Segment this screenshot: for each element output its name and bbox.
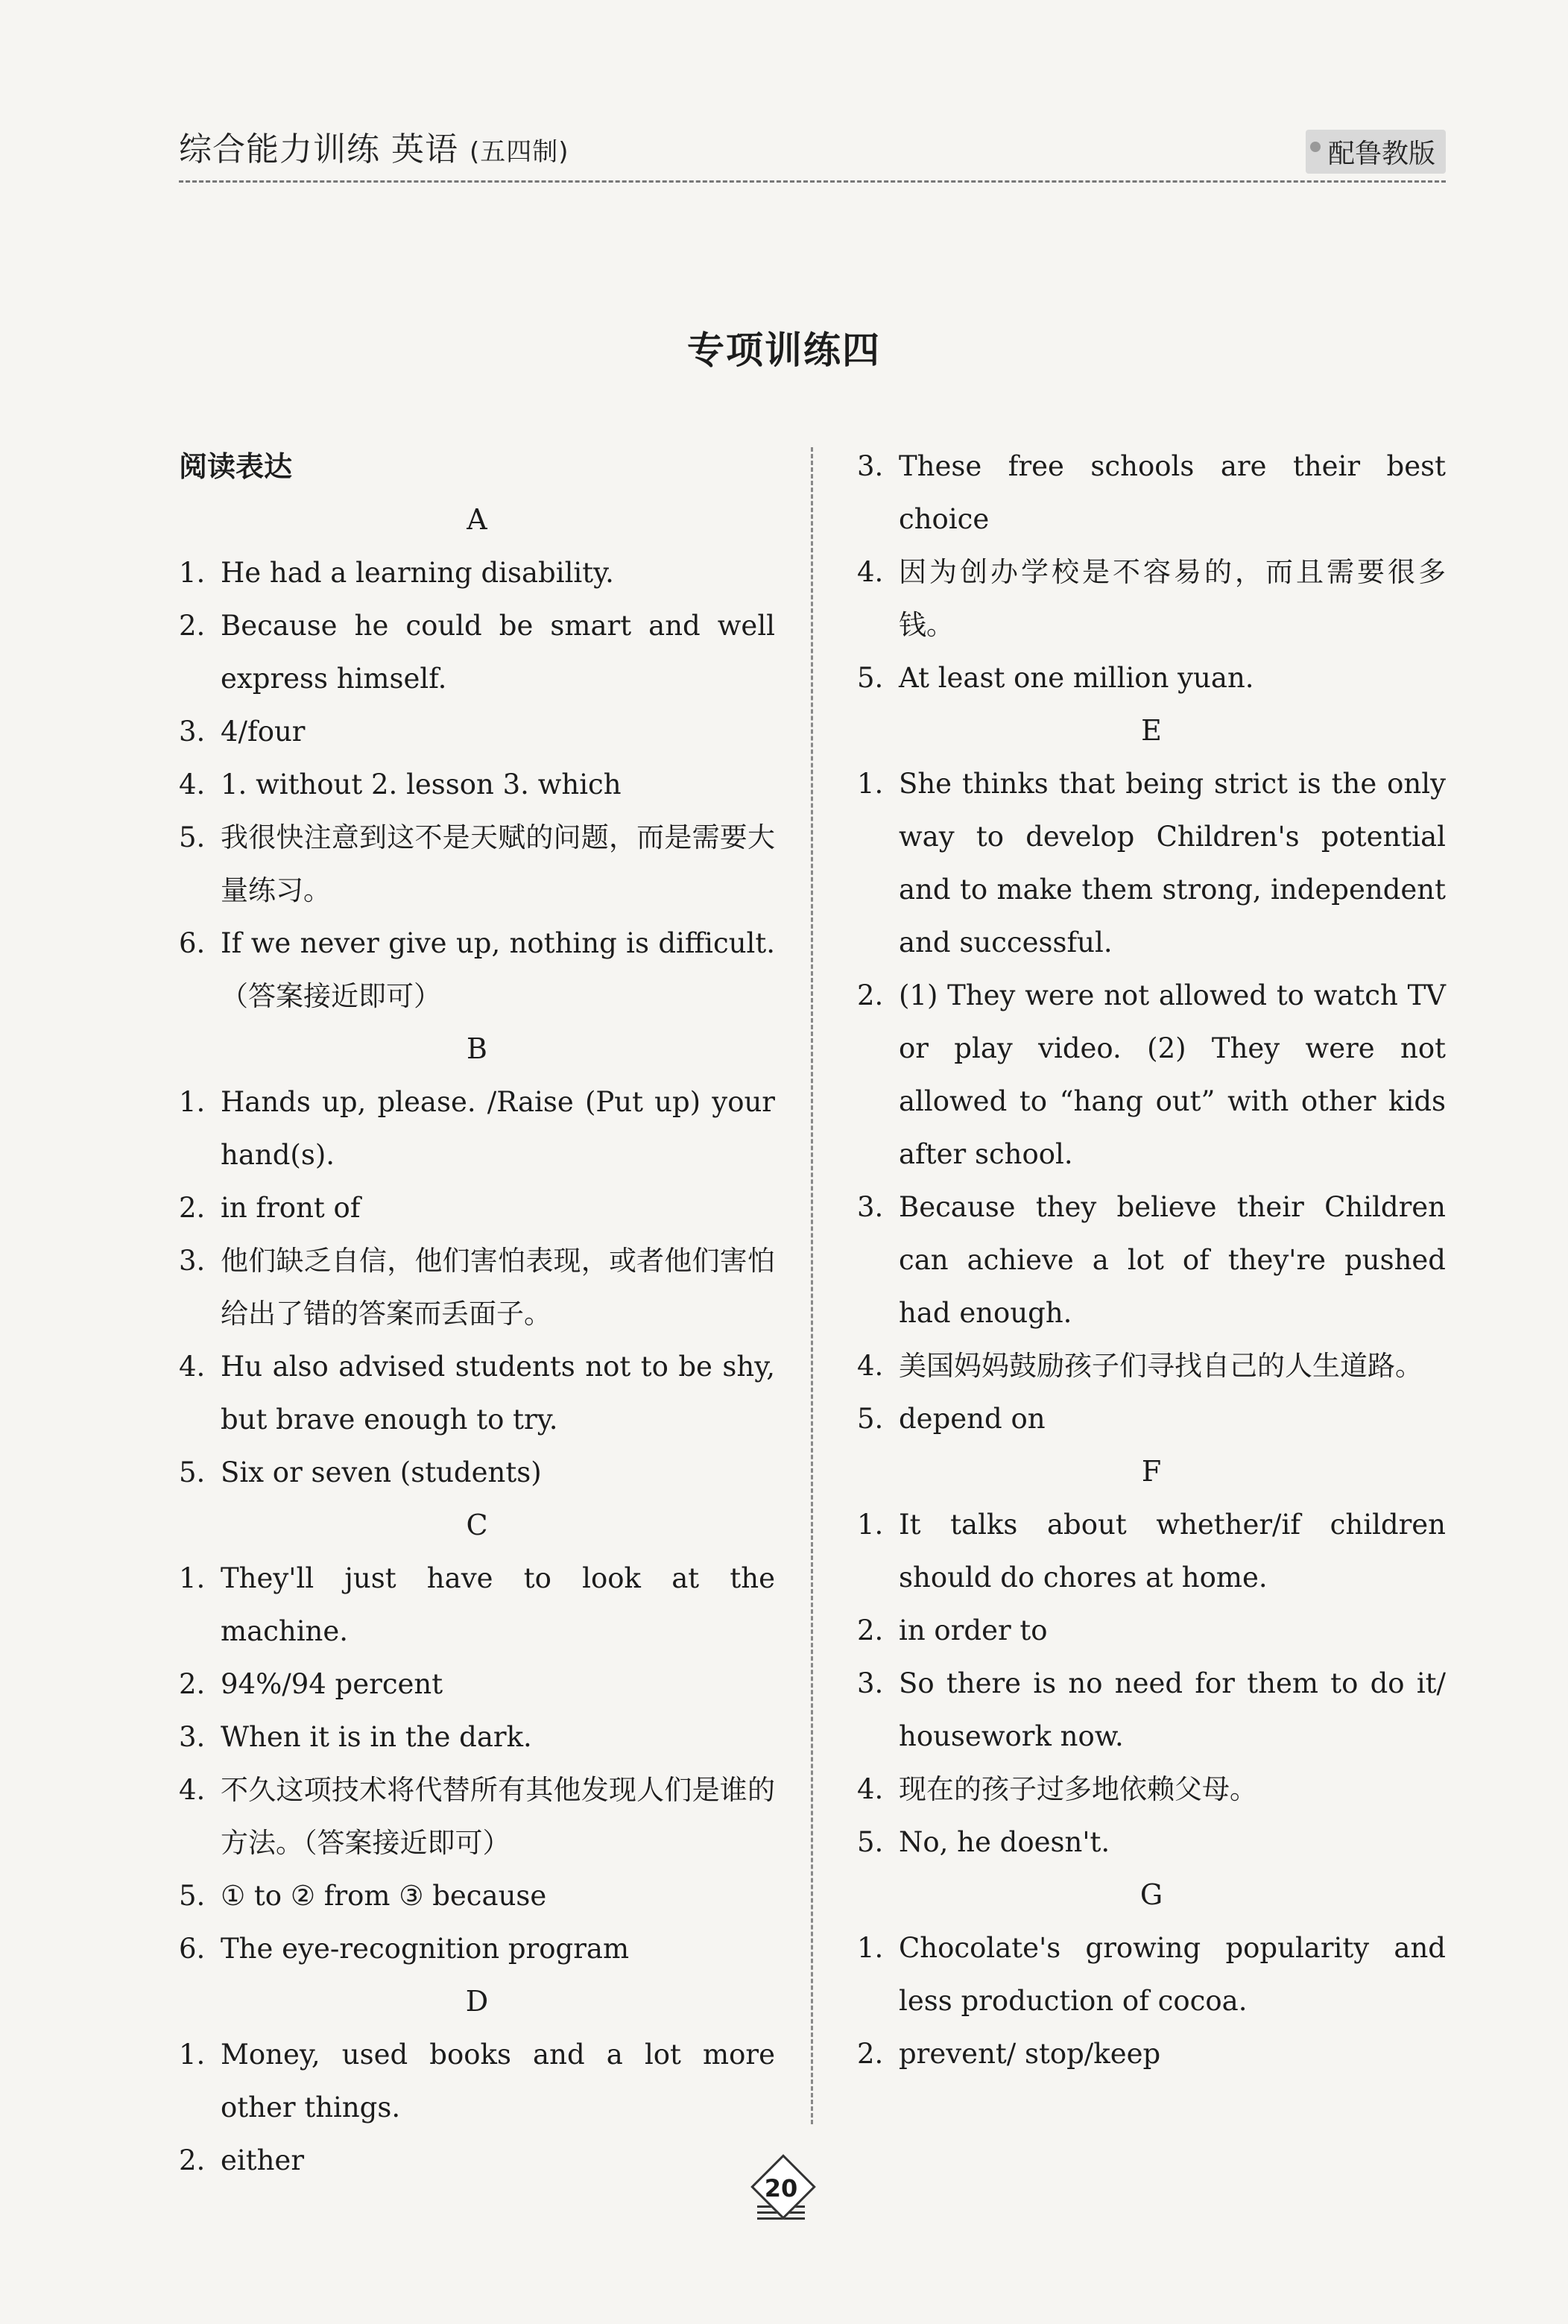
answer-text: 不久这项技术将代替所有其他发现人们是谁的方法。（答案接近即可） [221,1774,775,1859]
answer-number: 4. [179,1774,206,1806]
badge-text: 配鲁教版 [1327,139,1435,169]
answer-text: At least one million yuan. [899,662,1254,694]
answer-text: 我很快注意到这不是天赋的问题，而是需要大量练习。 [221,821,775,906]
answer-text: Chocolate's growing popularity and less production of cocoa. [899,1932,1446,2017]
answer-item [179,1922,775,1975]
answer-text: Six or seven (students) [221,1456,542,1488]
answer-number: 5. [857,1403,884,1435]
answer-text: It talks about whether/if children should do chores at home. [899,1509,1446,1594]
answer-item [179,705,775,758]
answer-number: 5. [179,1880,206,1912]
answer-text: in order to [899,1614,1048,1646]
answer-text: Hands up, please. /Raise (Put up) your hand(s). [221,1086,775,1171]
section-heading: 阅读表达 [179,450,293,483]
header-rule [179,180,1446,183]
answer-number: 3. [179,1245,206,1277]
answer-number: 4. [179,1351,206,1383]
badge-dot-icon [1310,142,1321,152]
answer-item [179,758,775,811]
book-title-text: 综合能力训练 英语 [179,130,458,168]
answer-item [857,1181,1446,1339]
answer-item [857,651,1446,704]
subsection-letter: G [1139,1878,1163,1911]
left-column [179,440,775,2187]
answer-text: depend on [899,1403,1046,1435]
subsection-letter: F [1141,1455,1162,1488]
answer-item [179,599,775,705]
answer-text: These free schools are their best choice [899,450,1446,535]
answer-text: 现在的孩子过多地依赖父母。 [899,1773,1257,1805]
answer-item [857,969,1446,1181]
answer-text: They'll just have to look at the machine. [221,1562,775,1647]
answer-item [857,546,1446,651]
answer-number: 4. [857,1773,884,1805]
answer-number: 1. [179,557,206,589]
answer-item [179,1340,775,1446]
answer-text: Money, used books and a lot more other things. [221,2039,775,2124]
answer-item [857,440,1446,546]
answer-item [179,1869,775,1922]
answer-item [179,1658,775,1711]
answer-item [179,1711,775,1763]
answer-text: He had a learning disability. [221,557,614,589]
answer-number: 2. [179,1192,206,1224]
answer-item [857,1392,1446,1445]
answer-number: 3. [857,1667,884,1699]
answer-number: 3. [179,1721,206,1753]
answer-text: ① to ② from ③ because [221,1880,547,1912]
subsection-letter: C [466,1509,488,1541]
answer-number: 1. [857,1509,884,1541]
answer-item [179,917,775,1023]
edition-badge [1306,130,1446,174]
subsection-letter: E [1141,714,1162,747]
answer-text: So there is no need for them to do it/ housework now. [899,1667,1446,1752]
answer-text: (1) They were not allowed to watch TV or play video. (2) They were not allowed to “hang out” with other kids after school. [899,979,1446,1170]
answer-text: Hu also advised students not to be shy, but brave enough to try. [221,1351,775,1436]
answer-text: 94%/94 percent [221,1668,443,1700]
answer-item [857,1922,1446,2027]
subsection-letter: A [467,503,487,536]
answer-number: 2. [857,1614,884,1646]
answer-number: 3. [857,450,884,482]
answer-number: 5. [857,662,884,694]
answer-number: 3. [857,1191,884,1223]
right-column [857,440,1446,2080]
answer-number: 1. [179,1086,206,1118]
subsection-letter: D [465,1985,489,2018]
subsection-letter: B [467,1032,487,1065]
answer-text: The eye-recognition program [221,1933,630,1965]
answer-number: 2. [179,1668,206,1700]
answer-item [857,757,1446,969]
answer-number: 5. [179,1456,206,1488]
answer-text: prevent/ stop/keep [899,2038,1161,2070]
answer-number: 1. [179,2039,206,2071]
answer-item [179,1552,775,1658]
page-title: 专项训练四 [687,329,881,372]
answer-item [179,2028,775,2134]
answer-item [857,1498,1446,1604]
answer-number: 3. [179,716,206,748]
answer-item [179,1234,775,1340]
answer-item [857,1604,1446,1657]
answer-item [179,1181,775,1234]
answer-item [857,2027,1446,2080]
answer-number: 6. [179,1933,206,1965]
answer-number: 4. [857,556,884,588]
answer-text: No, he doesn't. [899,1826,1110,1858]
answer-number: 4. [179,768,206,801]
column-divider [811,447,813,2124]
answer-text: She thinks that being strict is the only way to develop Children's potential and to make them strong, independent and successful. [899,768,1446,959]
edition-note: (五四制) [470,137,569,167]
page-header [179,119,1446,179]
answer-number: 5. [179,821,206,853]
answer-item [857,1657,1446,1763]
answer-text: either [221,2144,305,2176]
answer-number: 1. [857,1932,884,1964]
answer-number: 1. [179,1562,206,1594]
answer-text: When it is in the dark. [221,1721,532,1753]
answer-number: 2. [857,979,884,1011]
answer-text: 他们缺乏自信，他们害怕表现，或者他们害怕给出了错的答案而丢面子。 [221,1245,775,1330]
answer-item [857,1763,1446,1816]
answer-number: 2. [179,610,206,642]
answer-text: 因为创办学校是不容易的，而且需要很多钱。 [899,556,1446,641]
answer-item [179,1076,775,1181]
answer-item [179,546,775,599]
answer-item [179,1446,775,1499]
answer-text: If we never give up, nothing is difficult.（答案接近即可） [221,927,775,1012]
page-number: 20 [764,2174,798,2203]
answer-number: 2. [857,2038,884,2070]
page-number-badge [754,2158,814,2217]
answer-text: Because they believe their Children can achieve a lot of they're pushed had enough. [899,1191,1446,1329]
answer-number: 4. [857,1350,884,1382]
answer-text: in front of [221,1192,361,1224]
answer-item [179,1763,775,1869]
answer-text: Because he could be smart and well express himself. [221,610,775,695]
answer-number: 1. [857,768,884,800]
answer-item [179,2134,775,2187]
answer-text: 美国妈妈鼓励孩子们寻找自己的人生道路。 [899,1350,1423,1382]
answer-number: 5. [857,1826,884,1858]
answer-item [179,811,775,917]
answer-item [857,1816,1446,1869]
answer-item [857,1339,1446,1392]
answer-text: 4/four [221,716,306,748]
answer-number: 6. [179,927,206,959]
answer-number: 2. [179,2144,206,2176]
answer-text: 1. without 2. lesson 3. which [221,768,622,801]
book-title [179,122,569,170]
